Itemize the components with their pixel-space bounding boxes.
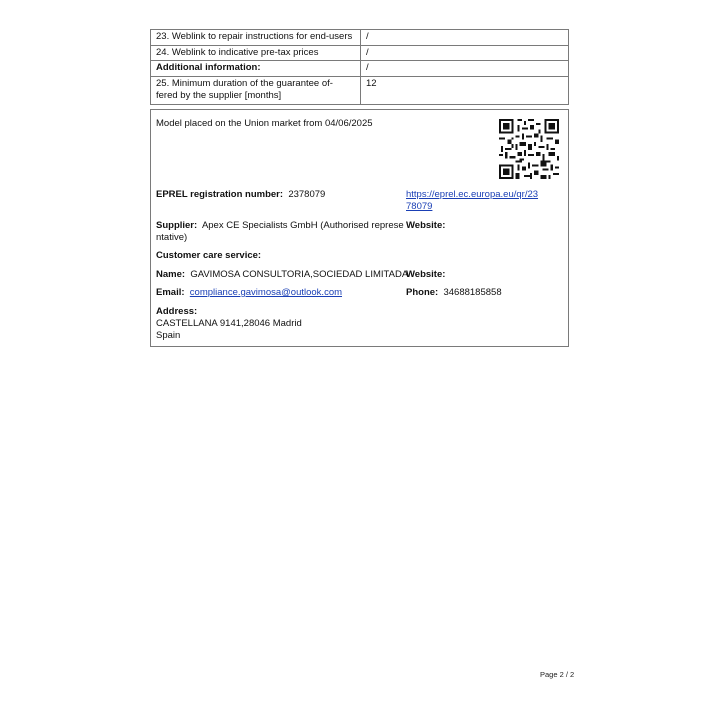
supplier-value-line2: ntative) [156,232,188,243]
eprel-registration [156,189,325,202]
row-value: / [361,61,569,77]
qr-code-icon[interactable] [499,119,559,179]
address-line2: Spain [156,330,181,341]
email-row [156,287,342,300]
phone-label: Phone: [406,287,439,298]
website-label: Website: [406,220,446,231]
row-label-line: fered by the supplier [months] [156,90,282,101]
page-number: Page 2 / 2 [540,670,575,679]
product-info-table [150,29,569,105]
address-line1: CASTELLANA 9141,28046 Madrid [156,318,302,329]
phone-value: 34688185858 [443,287,502,298]
table-row [151,45,569,61]
customer-care-label: Customer care service: [156,250,262,261]
phone-row [406,287,502,300]
supplier-label: Supplier: [156,220,198,231]
supplier-info-box [150,109,569,347]
eprel-link-line2[interactable]: 78079 [406,201,433,212]
table-row [151,30,569,46]
website-label: Website: [406,269,446,280]
name-value: GAVIMOSA CONSULTORIA,SOCIEDAD LIMITADA [190,269,409,280]
row-label: 23. Weblink to repair instructions for end-users [151,30,361,46]
row-value: / [361,30,569,46]
email-link[interactable]: compliance.gavimosa@outlook.com [189,287,343,298]
eprel-value: 2378079 [288,189,326,200]
row-value: 12 [361,76,569,104]
row-value: / [361,45,569,61]
table-row [151,76,569,104]
table-row [151,61,569,77]
supplier-row [156,220,404,233]
name-label: Name: [156,269,186,280]
email-label: Email: [156,287,185,298]
row-label: 24. Weblink to indicative pre-tax prices [151,45,361,61]
row-label-line: 25. Minimum duration of the guarantee of- [156,77,333,89]
supplier-value-line1: Apex CE Specialists GmbH (Authorised represe [201,220,404,231]
address-label: Address: [156,306,198,317]
name-row [156,269,408,282]
model-placed-text: Model placed on the Union market from 04/06/2025 [156,118,373,129]
eprel-label: EPREL registration number: [156,189,284,200]
row-label: Additional information: [151,61,361,77]
eprel-link-line1[interactable]: https://eprel.ec.europa.eu/qr/23 [406,189,539,200]
row-label [151,76,361,104]
